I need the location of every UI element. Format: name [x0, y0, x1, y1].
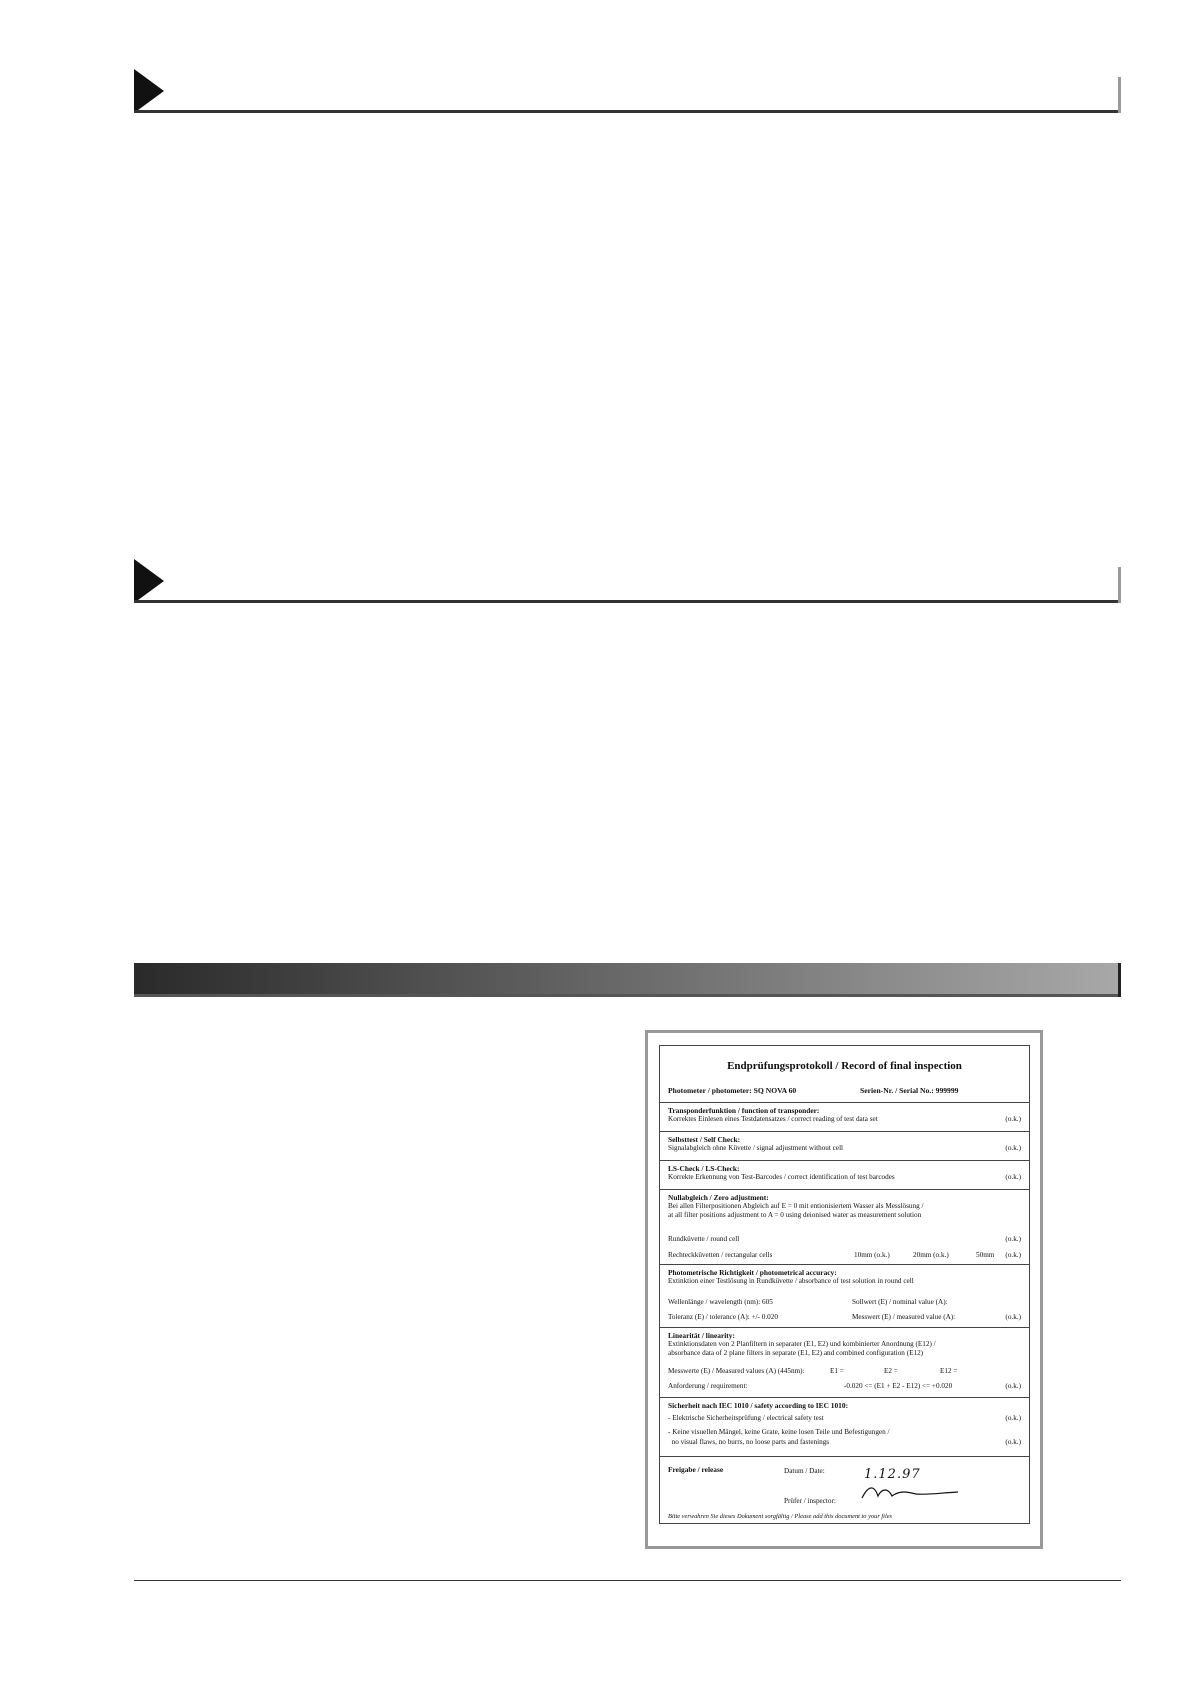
section-rule: [134, 600, 1121, 603]
record-linearity-requirement: Anforderung / requirement:: [668, 1382, 748, 1390]
record-footer-note: Bitte verwahren Sie dieses Dokument sorgfältig / Please add this document to your files: [668, 1513, 893, 1520]
record-release-inspector-label: Prüfer / inspector:: [784, 1497, 836, 1505]
record-accuracy-wavelength: Wellenlänge / wavelength (nm): 605: [668, 1298, 773, 1306]
record-ok: (o.k.): [1005, 1173, 1021, 1182]
record-divider: [660, 1189, 1029, 1190]
record-linearity-line-1: Extinktionsdaten von 2 Planfiltern in separater (E1, E2) und kombinierter Anordnung (E12) /: [668, 1340, 936, 1349]
inspection-record-page: [659, 1045, 1030, 1524]
record-linearity-heading: Linearität / linearity:: [668, 1331, 735, 1340]
record-divider: [660, 1327, 1029, 1328]
record-zero-rect-10mm: 10mm (o.k.): [854, 1251, 890, 1259]
record-lscheck-line: Korrekte Erkennung von Test-Barcodes / correct identification of test barcodes: [668, 1173, 895, 1182]
inspector-signature: [860, 1482, 960, 1504]
record-ok: (o.k.): [1005, 1414, 1021, 1422]
record-release-date-label: Datum / Date:: [784, 1467, 825, 1475]
page-footer-rule: [134, 1580, 1121, 1581]
section-rule: [134, 110, 1121, 113]
record-zero-block: [668, 1193, 1021, 1263]
record-title: Endprüfungsprotokoll / Record of final inspection: [727, 1060, 962, 1072]
record-zero-round-cell: Rundküvette / round cell: [668, 1235, 740, 1243]
chapter-title-bar-edge: [1118, 963, 1121, 997]
record-ok: (o.k.): [1005, 1382, 1021, 1390]
section-header-1: [134, 69, 1121, 113]
record-linearity-line-2: absorbance data of 2 plane filters in separate (E1, E2) and combined configuration (E12): [668, 1349, 924, 1358]
section-header-2: [134, 559, 1121, 603]
record-selftest-heading: Selbsttest / Self Check:: [668, 1135, 741, 1144]
record-divider: [660, 1397, 1029, 1398]
section-rule-edge: [1118, 77, 1121, 113]
record-safety-heading: Sicherheit nach IEC 1010 / safety according to IEC 1010:: [668, 1401, 849, 1410]
record-ok: (o.k.): [1005, 1115, 1021, 1124]
record-selftest-line: Signalabgleich ohne Küvette / signal adjustment without cell: [668, 1144, 844, 1153]
record-selftest-block: [668, 1135, 1021, 1153]
record-zero-rect-cells: Rechteckküvetten / rectangular cells: [668, 1251, 773, 1259]
record-linearity-e1: E1 =: [830, 1367, 844, 1375]
record-zero-line-2: at all filter positions adjustment to A = 0 using deionised water as measurement solution: [668, 1211, 922, 1220]
record-zero-line-1: Bei allen Filterpositionen Abgleich auf E = 0 mit entionisiertem Wasser als Messlösung /: [668, 1202, 924, 1211]
record-transponder-line: Korrektes Einlesen eines Testdatensatzes / correct reading of test data set: [668, 1115, 878, 1124]
chapter-title-bar-underline: [134, 994, 1121, 997]
record-transponder-block: [668, 1106, 1021, 1124]
record-linearity-formula: -0.020 <= (E1 + E2 - E12) <= +0.020: [844, 1382, 953, 1390]
chapter-title-bar: [134, 963, 1121, 994]
record-lscheck-block: [668, 1164, 1021, 1182]
record-accuracy-tolerance: Toleranz (E) / tolerance (A): +/- 0.020: [668, 1313, 778, 1321]
record-linearity-values: Messwerte (E) / Measured values (A) (445nm):: [668, 1367, 805, 1375]
record-accuracy-block: [668, 1268, 1021, 1326]
record-lscheck-heading: LS-Check / LS-Check:: [668, 1164, 740, 1173]
record-linearity-e2: E2 =: [884, 1367, 898, 1375]
section-rule-edge: [1118, 567, 1121, 603]
record-accuracy-heading: Photometrische Richtigkeit / photometrical accuracy:: [668, 1268, 837, 1277]
record-zero-rect-20mm: 20mm (o.k.): [913, 1251, 949, 1259]
record-divider: [660, 1456, 1029, 1457]
record-zero-heading: Nullabgleich / Zero adjustment:: [668, 1193, 769, 1202]
record-safety-line-1: - Elektrische Sicherheitsprüfung / electrical safety test: [668, 1414, 824, 1422]
record-ok: (o.k.): [1005, 1144, 1021, 1153]
record-linearity-block: [668, 1331, 1021, 1393]
record-linearity-e12: E12 =: [940, 1367, 958, 1375]
record-release-date-handwritten: 1.12.97: [864, 1467, 921, 1482]
record-divider: [660, 1264, 1029, 1265]
record-zero-rect-50mm: 50mm: [976, 1251, 995, 1259]
record-ok: (o.k.): [1005, 1438, 1021, 1446]
record-release-heading: Freigabe / release: [668, 1465, 724, 1474]
record-ok: (o.k.): [1005, 1251, 1021, 1259]
record-ok: (o.k.): [1005, 1235, 1021, 1243]
record-serial-number: Serien-Nr. / Serial No.: 999999: [860, 1086, 959, 1095]
record-safety-line-3: no visual flaws, no burrs, no loose parts and fastenings: [668, 1438, 830, 1446]
section-arrow-icon: [134, 69, 164, 113]
record-safety-block: [668, 1401, 1021, 1453]
record-divider: [660, 1131, 1029, 1132]
record-accuracy-measured: Messwert (E) / measured value (A):: [852, 1313, 956, 1321]
record-ok: (o.k.): [1005, 1313, 1021, 1321]
record-divider: [660, 1102, 1029, 1103]
record-safety-line-2: - Keine visuellen Mängel, keine Grate, keine losen Teile und Befestigungen /: [668, 1428, 890, 1436]
record-photometer: Photometer / photometer: SQ NOVA 60: [668, 1086, 797, 1095]
record-transponder-heading: Transponderfunktion / function of transponder:: [668, 1106, 820, 1115]
inspection-record-image: [645, 1030, 1043, 1549]
record-accuracy-line: Extinktion einer Testlösung in Rundküvette / absorbance of test solution in round cell: [668, 1277, 914, 1286]
section-arrow-icon: [134, 559, 164, 603]
record-accuracy-nominal: Sollwert (E) / nominal value (A):: [852, 1298, 948, 1306]
record-divider: [660, 1160, 1029, 1161]
